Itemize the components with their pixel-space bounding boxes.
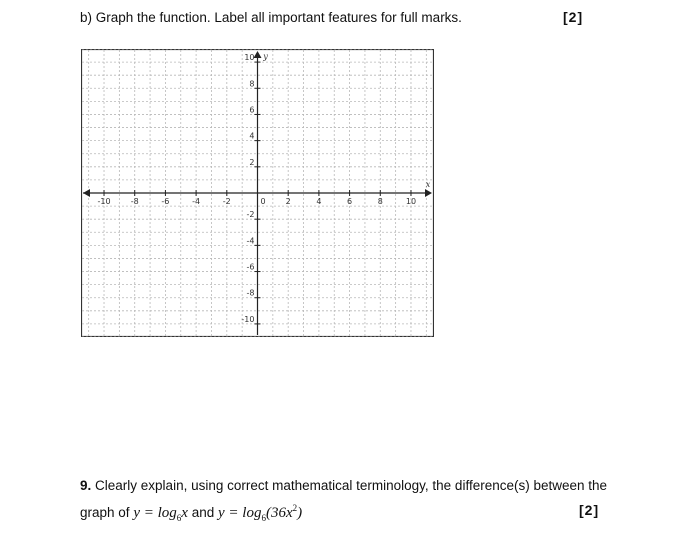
question-9-line2 — [80, 503, 302, 523]
y-tick-label: -10 — [241, 314, 255, 324]
x-tick-label: 0 — [260, 197, 266, 206]
question-9-marks: [2] — [579, 502, 600, 518]
y-tick-label: -4 — [246, 236, 255, 246]
x-axis-label: x — [425, 180, 431, 189]
y-tick-label: 8 — [249, 79, 255, 89]
y-tick-label: 6 — [249, 105, 255, 115]
x-tick-label: -6 — [161, 197, 170, 206]
x-tick-label: -10 — [97, 197, 111, 206]
x-tick-label: -8 — [130, 197, 139, 206]
part-b-marks: [2] — [563, 9, 584, 25]
x-tick-label: 8 — [377, 197, 383, 206]
coordinate-grid[interactable] — [81, 49, 434, 337]
x-tick-label: -2 — [222, 197, 231, 206]
line2-prefix: graph of — [80, 505, 130, 520]
part-b-instruction: b) Graph the function. Label all important features for full marks. — [80, 10, 462, 25]
x-tick-label: -4 — [192, 197, 201, 206]
question-9-text: Clearly explain, using correct mathematical terminology, the difference(s) between the — [95, 478, 608, 493]
question-9-line1 — [80, 478, 607, 493]
x-tick-label: 6 — [347, 197, 353, 206]
x-tick-label: 2 — [285, 197, 291, 206]
y-axis-label: y — [263, 52, 268, 61]
equation-1: $y = \log_6x$ — [133, 505, 188, 523]
y-tick-label: 2 — [249, 157, 255, 167]
y-tick-label: -6 — [246, 262, 255, 272]
equation-2: $y = \log_6(36x^2)$ — [218, 503, 303, 523]
x-tick-label: 4 — [316, 197, 322, 206]
y-tick-label: -2 — [246, 210, 255, 220]
question-number: 9. — [80, 478, 92, 493]
connector-and: and — [191, 505, 215, 520]
y-tick-label: 10 — [244, 53, 255, 63]
y-tick-label: 4 — [249, 131, 255, 141]
y-tick-label: -8 — [246, 288, 255, 298]
grid-svg — [81, 49, 434, 337]
x-tick-label: 10 — [405, 197, 417, 206]
